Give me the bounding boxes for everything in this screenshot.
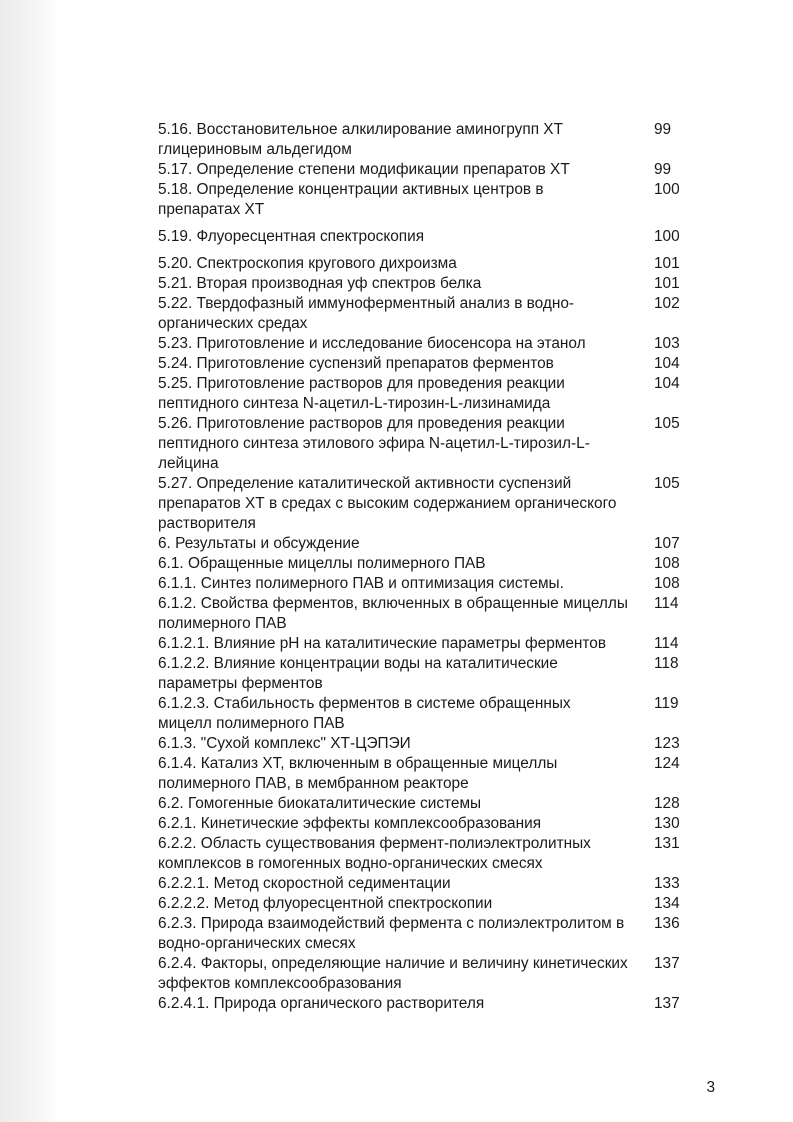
toc-entry-page: 118 <box>654 655 679 672</box>
scan-margin-shadow <box>0 0 58 1122</box>
toc-entry <box>158 994 698 1014</box>
toc-entry-title: 5.16. Восстановительное алкилирование аминогрупп ХТ глицериновым альдегидом <box>158 121 563 158</box>
toc-entry <box>158 160 698 180</box>
toc-entry-title: 6.1. Обращенные мицеллы полимерного ПАВ <box>158 555 486 572</box>
toc-entry <box>158 474 698 534</box>
toc-entry-page: 107 <box>654 535 680 552</box>
toc-entry-page: 99 <box>654 161 672 178</box>
toc-entry <box>158 814 698 834</box>
toc-entry <box>158 334 698 354</box>
toc-entry-page: 136 <box>654 915 680 932</box>
toc-entry-title: 5.26. Приготовление растворов для проведения реакции пептидного синтеза этилового эфира N-ацетил-L-тирозил-L-лейцина <box>158 415 590 472</box>
toc-entry <box>158 794 698 814</box>
toc-entry-title: 5.25. Приготовление растворов для проведения реакции пептидного синтеза N-ацетил-L-тирозин-L-лизинамида <box>158 375 565 412</box>
toc-entry <box>158 274 698 294</box>
toc-entry-title: 5.27. Определение каталитической активности суспензий препаратов ХТ в средах с высоким содержанием органического растворителя <box>158 475 617 532</box>
toc-entry-title: 6. Результаты и обсуждение <box>158 535 360 552</box>
toc-entry <box>158 554 698 574</box>
toc-entry-title: 6.1.2.2. Влияние концентрации воды на каталитические параметры ферментов <box>158 655 558 692</box>
toc-entry-page: 103 <box>654 335 680 352</box>
toc-entry-page: 128 <box>654 795 680 812</box>
table-of-contents <box>158 120 698 1014</box>
toc-entry-page: 133 <box>654 875 680 892</box>
toc-entry <box>158 874 698 894</box>
toc-entry-page: 123 <box>654 735 680 752</box>
toc-entry <box>158 594 698 634</box>
toc-entry <box>158 734 698 754</box>
toc-entry-page: 101 <box>654 255 680 272</box>
toc-entry-title: 5.20. Спектроскопия кругового дихроизма <box>158 255 457 272</box>
toc-entry-page: 108 <box>654 575 680 592</box>
toc-entry-page: 134 <box>654 895 680 912</box>
toc-entry <box>158 574 698 594</box>
toc-entry-title: 5.17. Определение степени модификации препаратов ХТ <box>158 161 570 178</box>
toc-entry-title: 6.1.2.3. Стабильность ферментов в системе обращенных мицелл полимерного ПАВ <box>158 695 571 732</box>
toc-entry-page: 137 <box>654 955 680 972</box>
toc-entry-page: 104 <box>654 355 680 372</box>
toc-entry-title: 6.1.2. Свойства ферментов, включенных в обращенные мицеллы полимерного ПАВ <box>158 595 628 632</box>
toc-entry-title: 6.1.2.1. Влияние pH на каталитические параметры ферментов <box>158 635 607 652</box>
toc-entry-title: 6.1.3. "Сухой комплекс" ХТ-ЦЭПЭИ <box>158 735 411 752</box>
toc-entry-page: 114 <box>654 635 679 652</box>
toc-entry <box>158 294 698 334</box>
toc-entry <box>158 634 698 654</box>
toc-entry <box>158 374 698 414</box>
toc-entry-title: 6.2. Гомогенные биокаталитические системы <box>158 795 482 812</box>
toc-entry <box>158 254 698 274</box>
page-number: 3 <box>706 1079 715 1096</box>
toc-entry-title: 5.24. Приготовление суспензий препаратов ферментов <box>158 355 554 372</box>
toc-entry <box>158 754 698 794</box>
toc-entry-page: 114 <box>654 595 679 612</box>
toc-entry-page: 131 <box>654 835 680 852</box>
toc-entry-title: 5.22. Твердофазный иммуноферментный анализ в водно-органических средах <box>158 295 575 332</box>
toc-entry-page: 102 <box>654 295 680 312</box>
toc-entry-page: 105 <box>654 415 680 432</box>
toc-entry-page: 104 <box>654 375 680 392</box>
toc-entry-title: 5.23. Приготовление и исследование биосенсора на этанол <box>158 335 586 352</box>
toc-entry-title: 6.1.1. Синтез полимерного ПАВ и оптимизация системы. <box>158 575 564 592</box>
toc-entry-title: 6.2.1. Кинетические эффекты комплексообразования <box>158 815 542 832</box>
toc-entry-title: 6.2.3. Природа взаимодействий фермента с полиэлектролитом в водно-органических смесях <box>158 915 625 952</box>
toc-entry-title: 6.2.4.1. Природа органического растворителя <box>158 995 485 1012</box>
toc-entry-page: 124 <box>654 755 680 772</box>
toc-entry-title: 5.19. Флуоресцентная спектроскопия <box>158 228 425 245</box>
toc-entry <box>158 180 698 220</box>
toc-entry <box>158 120 698 160</box>
toc-entry-page: 119 <box>654 695 679 712</box>
toc-entry-page: 137 <box>654 995 680 1012</box>
toc-entry <box>158 354 698 374</box>
toc-entry <box>158 894 698 914</box>
toc-entry-title: 6.2.2.1. Метод скоростной седиментации <box>158 875 451 892</box>
toc-entry-page: 130 <box>654 815 680 832</box>
toc-entry-title: 6.2.4. Факторы, определяющие наличие и величину кинетических эффектов комплексообразования <box>158 955 628 992</box>
toc-entry <box>158 227 698 247</box>
toc-entry-title: 5.18. Определение концентрации активных центров в препаратах ХТ <box>158 181 544 218</box>
toc-entry-page: 100 <box>654 181 680 198</box>
toc-entry <box>158 534 698 554</box>
toc-entry <box>158 914 698 954</box>
toc-entry-title: 6.2.2.2. Метод флуоресцентной спектроскопии <box>158 895 493 912</box>
toc-entry-page: 100 <box>654 228 680 245</box>
toc-entry-page: 99 <box>654 121 672 138</box>
toc-entry <box>158 654 698 694</box>
toc-entry-title: 6.1.4. Катализ ХТ, включенным в обращенные мицеллы полимерного ПАВ, в мембранном реакторе <box>158 755 558 792</box>
toc-entry <box>158 414 698 474</box>
toc-entry-page: 101 <box>654 275 680 292</box>
toc-entry-title: 5.21. Вторая производная уф спектров белка <box>158 275 482 292</box>
toc-entry-title: 6.2.2. Область существования фермент-полиэлектролитных комплексов в гомогенных водно-органических смесях <box>158 835 591 872</box>
toc-entry <box>158 954 698 994</box>
toc-entry <box>158 834 698 874</box>
toc-entry-page: 105 <box>654 475 680 492</box>
toc-entry <box>158 694 698 734</box>
toc-entry-page: 108 <box>654 555 680 572</box>
